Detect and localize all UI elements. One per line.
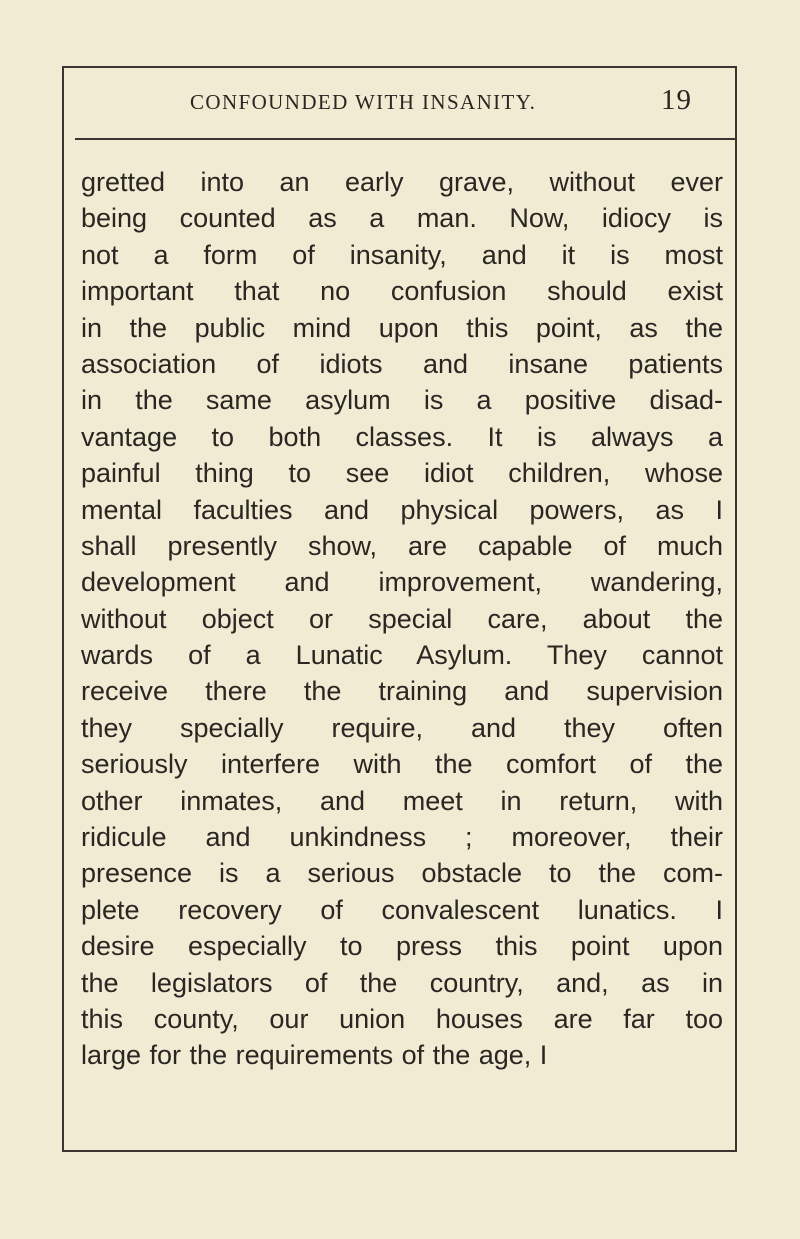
text-line: plete recovery of convalescent lunatics. I [81, 894, 723, 925]
text-line: shall presently show, are capable of much [81, 530, 723, 561]
frame-left-rule [62, 66, 64, 1152]
frame-right-rule [735, 66, 737, 1152]
text-line: not a form of insanity, and it is most [81, 239, 723, 270]
text-line: painful thing to see idiot children, whose [81, 458, 723, 489]
text-line: important that no confusion should exist [81, 276, 723, 307]
body-text [81, 164, 723, 1074]
text-line: vantage to both classes. It is always a [81, 421, 723, 452]
text-line: gretted into an early grave, without ever [81, 167, 723, 197]
text-line: other inmates, and meet in return, with [81, 785, 723, 816]
text-line: large for the requirements of the age, I [81, 1040, 548, 1071]
running-title: CONFOUNDED WITH INSANITY. [190, 90, 537, 114]
page-number: 19 [661, 84, 692, 116]
text-line: in the same asylum is a positive disad- [81, 385, 723, 416]
text-line: development and improvement, wandering, [81, 567, 723, 598]
text-line: desire especially to press this point upon [81, 931, 723, 962]
text-line: in the public mind upon this point, as the [81, 312, 723, 343]
text-line: mental faculties and physical powers, as I [81, 494, 723, 525]
frame-top-rule [62, 66, 737, 68]
text-line: this county, our union houses are far too [81, 1003, 723, 1034]
frame-bottom-rule [62, 1150, 737, 1152]
text-line: seriously interfere with the comfort of the [81, 749, 723, 780]
text-line: they specially require, and they often [81, 712, 723, 743]
text-line: receive there the training and supervision [81, 676, 723, 707]
text-line: association of idiots and insane patients [81, 348, 723, 379]
text-line: wards of a Lunatic Asylum. They cannot [81, 640, 723, 671]
header-rule [75, 138, 736, 140]
text-line: being counted as a man. Now, idiocy is [81, 203, 723, 234]
text-line: presence is a serious obstacle to the com- [81, 858, 723, 889]
text-line: ridicule and unkindness ; moreover, their [81, 822, 723, 853]
text-line: without object or special care, about the [81, 603, 723, 634]
text-line: the legislators of the country, and, as in [81, 967, 723, 998]
